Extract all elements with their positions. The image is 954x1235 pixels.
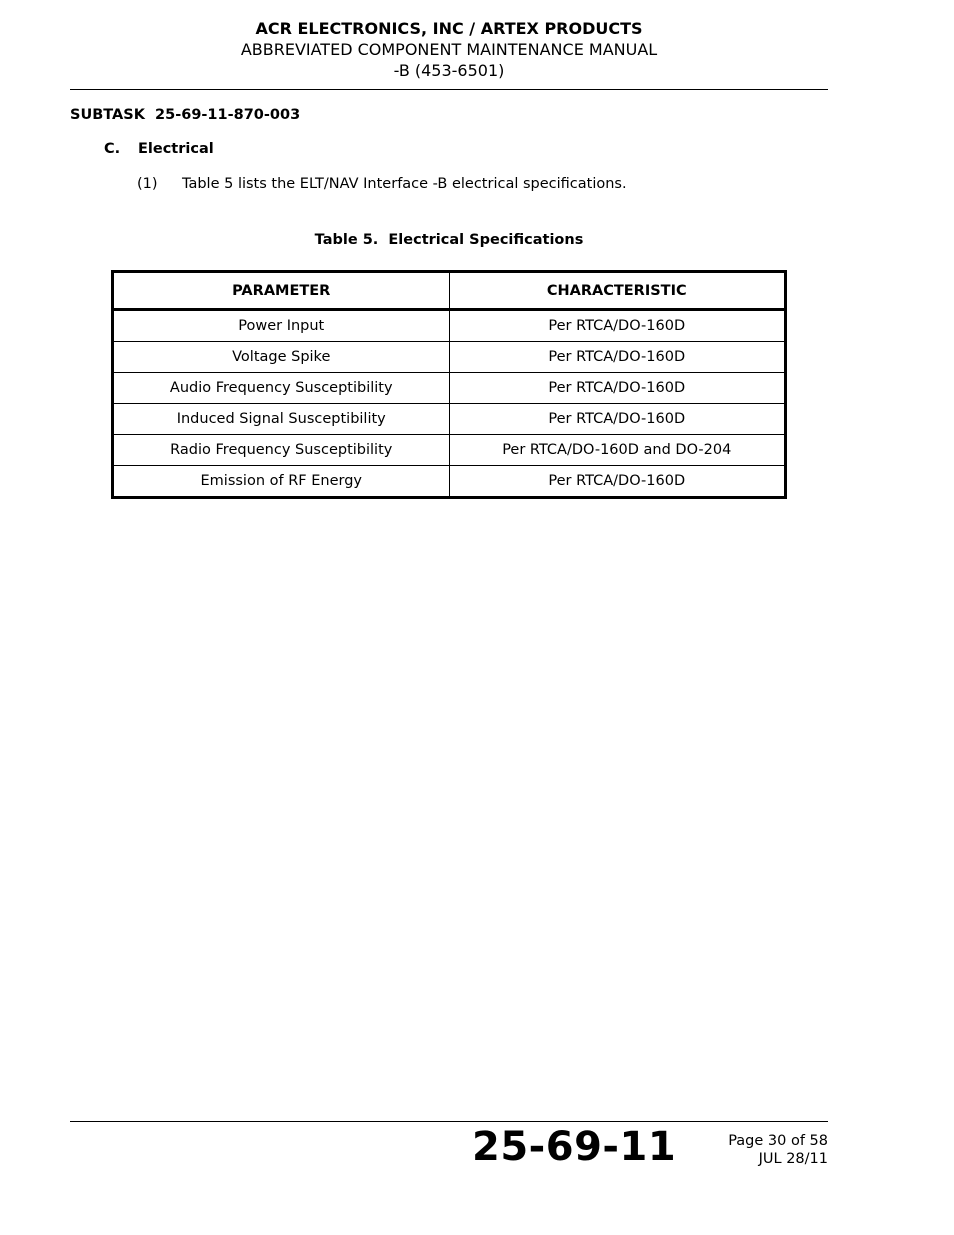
column-header-parameter: PARAMETER: [113, 272, 450, 310]
section-heading: [104, 141, 214, 157]
table-row: [113, 435, 786, 466]
company-name: ACR ELECTRONICS, INC / ARTEX PRODUCTS: [255, 19, 643, 38]
table-row: [113, 310, 786, 342]
paragraph: [137, 176, 627, 192]
subtask-heading: SUBTASK 25-69-11-870-003: [70, 107, 301, 123]
column-header-characteristic: CHARACTERISTIC: [449, 272, 786, 310]
characteristic-cell: Per RTCA/DO-160D: [449, 342, 786, 373]
parameter-cell: Radio Frequency Susceptibility: [113, 435, 450, 466]
characteristic-cell: Per RTCA/DO-160D: [449, 404, 786, 435]
parameter-cell: Emission of RF Energy: [113, 466, 450, 498]
parameter-cell: Power Input: [113, 310, 450, 342]
document-header: [70, 19, 828, 81]
table-row: [113, 466, 786, 498]
section-title: Electrical: [138, 141, 214, 157]
parameter-cell: Audio Frequency Susceptibility: [113, 373, 450, 404]
characteristic-cell: Per RTCA/DO-160D: [449, 466, 786, 498]
paragraph-text: Table 5 lists the ELT/NAV Interface -B electrical specifications.: [182, 176, 627, 192]
table-row: [113, 342, 786, 373]
table-row: [113, 373, 786, 404]
characteristic-cell: Per RTCA/DO-160D: [449, 373, 786, 404]
header-divider: [70, 89, 828, 90]
page-number: Page 30 of 58: [728, 1133, 828, 1149]
table-header-row: [113, 272, 786, 310]
footer-page-info: [690, 1132, 828, 1168]
footer-divider: [70, 1121, 828, 1122]
footer-chapter-code: 25-69-11: [472, 1124, 677, 1170]
model-number: -B (453-6501): [393, 61, 505, 80]
paragraph-number: (1): [137, 176, 158, 192]
characteristic-cell: Per RTCA/DO-160D and DO-204: [449, 435, 786, 466]
section-letter: C.: [104, 141, 121, 157]
parameter-cell: Voltage Spike: [113, 342, 450, 373]
parameter-cell: Induced Signal Susceptibility: [113, 404, 450, 435]
characteristic-cell: Per RTCA/DO-160D: [449, 310, 786, 342]
table-row: [113, 404, 786, 435]
manual-title: ABBREVIATED COMPONENT MAINTENANCE MANUAL: [240, 40, 658, 59]
table-title: Table 5. Electrical Specifications: [314, 232, 584, 248]
revision-date: JUL 28/11: [758, 1151, 828, 1167]
electrical-specifications-table: [111, 270, 787, 499]
